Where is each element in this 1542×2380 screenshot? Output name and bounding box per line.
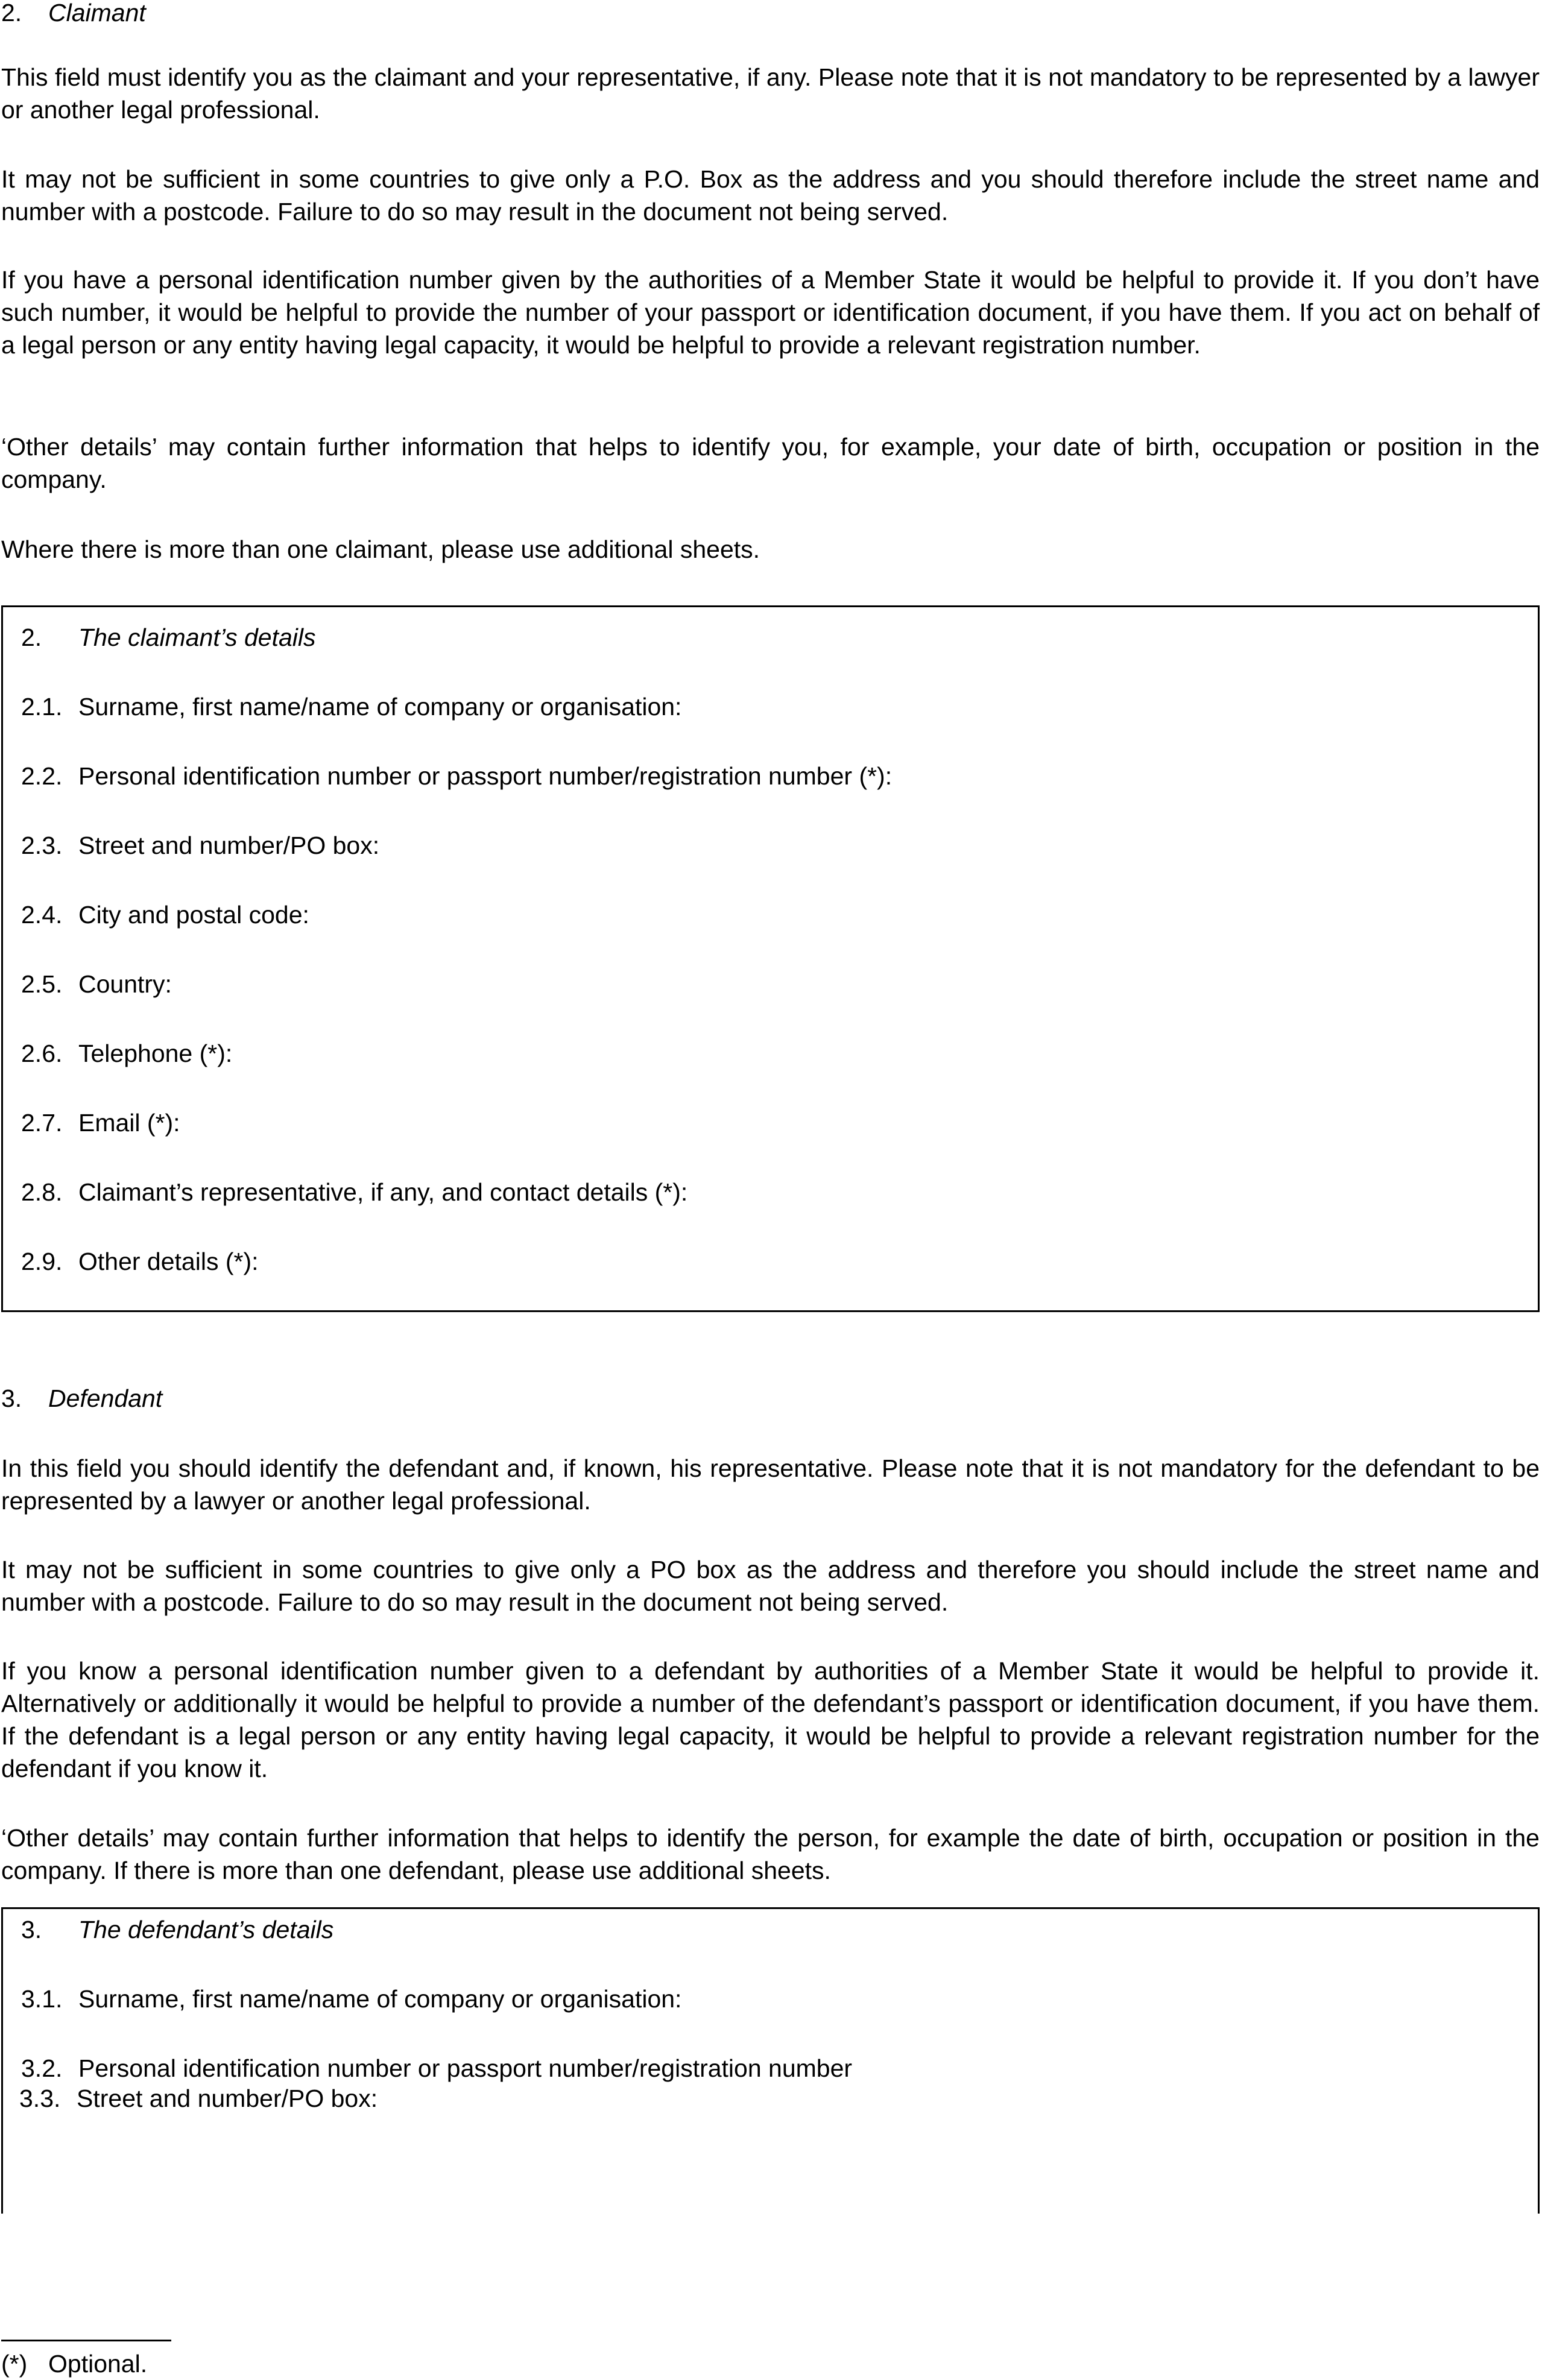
box-title: The claimant’s details [78, 623, 316, 651]
field-claimant-name[interactable] [21, 690, 681, 723]
field-claimant-email[interactable] [21, 1106, 180, 1139]
claimant-paragraph-1: This field must identify you as the claimant and your representative, if any. Please note that it is not mandatory to be represented by a lawyer or another legal professional. [1, 63, 1540, 124]
footnote [1, 2347, 147, 2380]
defendant-paragraph-1: In this field you should identify the defendant and, if known, his representative. Please note that it is not mandatory for the defendant to be represented by a lawyer or another legal professional. [1, 1454, 1540, 1515]
field-label: Surname, first name/name of company or organisation: [78, 1985, 682, 2013]
box-title: The defendant’s details [78, 1916, 334, 1943]
field-claimant-id-number[interactable] [21, 760, 892, 792]
field-number: 3.3. [19, 2085, 61, 2112]
field-label: Personal identification number or passport number/registration number [78, 2054, 853, 2082]
field-claimant-representative[interactable] [21, 1176, 687, 1208]
field-number: 2.6. [21, 1040, 63, 1067]
field-claimant-street[interactable] [21, 829, 379, 862]
claimant-paragraph-3: If you have a personal identification number given by the authorities of a Member State it would be helpful to provide it. If you don’t have such number, it would be helpful to provide the number of your passport or identification document, if you have them. If you act on behalf of a legal person or any entity having legal capacity, it would be helpful to provide a relevant registration number. [1, 266, 1540, 359]
defendant-box-continuation [1, 2050, 1540, 2087]
field-label: Email (*): [78, 1109, 180, 1137]
claimant-paragraph-2: It may not be sufficient in some countries to give only a P.O. Box as the address and you should therefore include the street name and number with a postcode. Failure to do so may result in the document not being served. [1, 165, 1540, 226]
claimant-details-box [1, 605, 1540, 1312]
section-title: Defendant [48, 1384, 163, 1412]
box-number: 2. [21, 623, 42, 651]
field-label: Claimant’s representative, if any, and contact details (*): [78, 1178, 688, 1206]
section-number: 2. [1, 0, 22, 27]
defendant-paragraph-3: If you know a personal identification number given to a defendant by authorities of a Member State it would be helpful to provide it. Alternatively or additionally it would be helpful to provide a number of the defendant’s passport or identification document, if you have them. If the defendant is a legal person or any entity having legal capacity, it would be helpful to provide a relevant registration number for the defendant if you know it. [1, 1657, 1540, 1782]
field-number: 2.5. [21, 970, 63, 998]
defendant-paragraph-2: It may not be sufficient in some countries to give only a PO box as the address and therefore you should include the street name and number with a postcode. Failure to do so may result in the document not being served. [1, 1556, 1540, 1616]
field-number: 2.2. [21, 762, 63, 790]
defendant-paragraph-4: ‘Other details’ may contain further information that helps to identify the person, for example the date of birth, occupation or position in the company. If there is more than one defendant, please use additional sheets. [1, 1824, 1540, 1884]
field-label: Telephone (*): [78, 1040, 233, 1067]
section-heading-defendant [1, 1382, 162, 1415]
field-label: Personal identification number or passport number/registration number (*): [78, 762, 893, 790]
field-claimant-other-details[interactable] [21, 1245, 259, 1278]
field-defendant-name[interactable] [21, 1983, 681, 2015]
field-claimant-country[interactable] [21, 968, 172, 1000]
footnote-text: Optional. [48, 2350, 148, 2378]
field-label: City and postal code: [78, 901, 309, 929]
field-number: 3.1. [21, 1985, 63, 2013]
field-number: 2.9. [21, 1248, 63, 1275]
field-number: 2.3. [21, 832, 63, 859]
footnote-mark: (*) [1, 2350, 28, 2378]
field-claimant-telephone[interactable] [21, 1037, 232, 1070]
defendant-box-open-bottom [1, 2087, 1540, 2214]
field-label: Street and number/PO box: [78, 832, 380, 859]
section-number: 3. [1, 1384, 22, 1412]
field-number: 2.1. [21, 693, 63, 721]
section-heading-claimant [1, 0, 146, 29]
field-label: Other details (*): [78, 1248, 259, 1275]
defendant-box-heading [21, 1913, 333, 1946]
footnote-separator [1, 2340, 171, 2341]
claimant-paragraph-5: Where there is more than one claimant, please use additional sheets. [1, 535, 760, 563]
claimant-box-heading [21, 621, 315, 654]
box-number: 3. [21, 1916, 42, 1943]
field-claimant-city[interactable] [21, 898, 309, 931]
section-title: Claimant [48, 0, 146, 27]
field-label: Street and number/PO box: [77, 2085, 378, 2112]
field-label: Surname, first name/name of company or organisation: [78, 693, 682, 721]
field-number: 3.2. [21, 2054, 63, 2082]
field-label: Country: [78, 970, 172, 998]
claimant-paragraph-4: ‘Other details’ may contain further information that helps to identify you, for example, your date of birth, occupation or position in the company. [1, 433, 1540, 493]
field-number: 2.7. [21, 1109, 63, 1137]
field-number: 2.4. [21, 901, 63, 929]
field-number: 2.8. [21, 1178, 63, 1206]
